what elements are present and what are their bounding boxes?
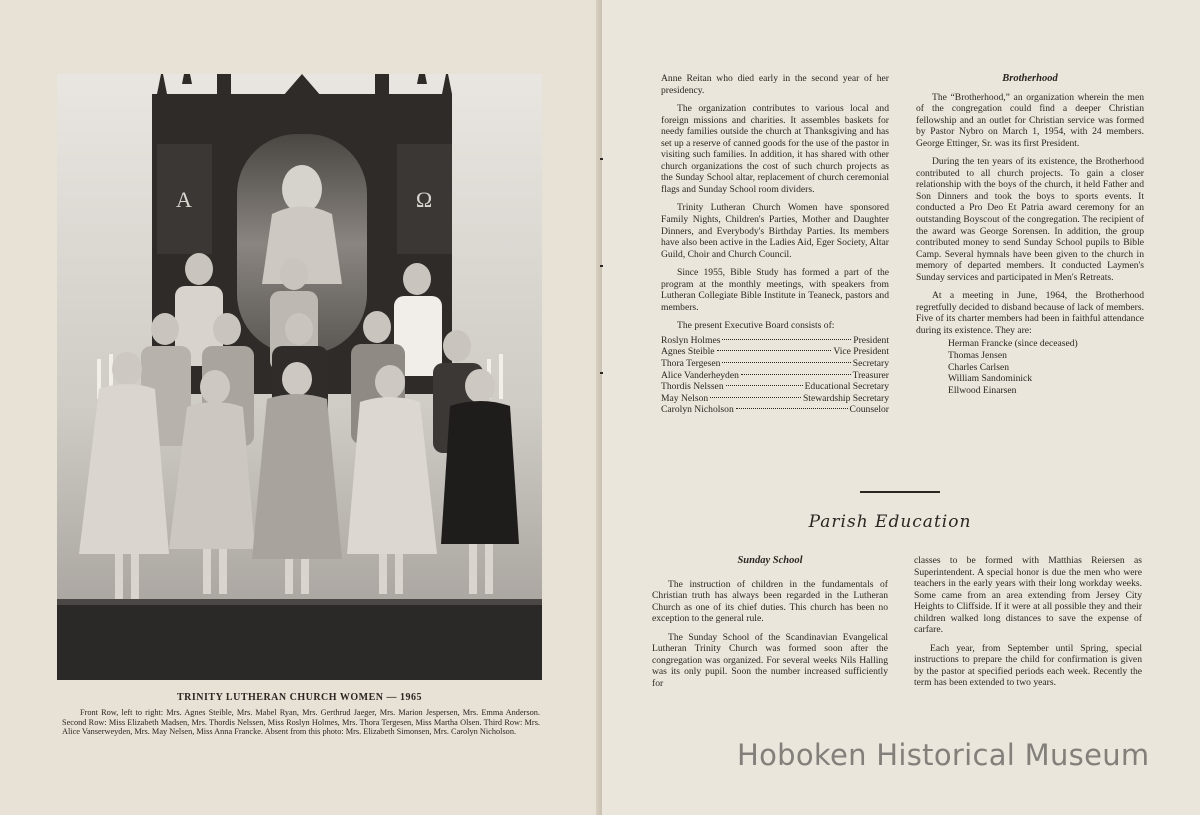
- member-name: Herman Francke (since deceased): [948, 338, 1078, 350]
- brotherhood-column: [916, 73, 1144, 396]
- paragraph: The Sunday School of the Scandinavian Evangelical Lutheran Trinity Church was formed soon after the congregation was organized. For several weeks Nils Halling was its only pupil. Soon the number increased sufficiently for: [652, 631, 888, 689]
- alpha-letter: A: [176, 187, 192, 212]
- section-divider: [860, 491, 940, 493]
- dot-leader: [741, 374, 851, 375]
- museum-watermark: Hoboken Historical Museum: [737, 738, 1150, 772]
- sunday-school-continued-column: [914, 555, 1142, 696]
- paragraph: classes to be formed with Matthias Reiersen as Superintendent. A special honor is due the men who were teachers in the early years with their long workday weeks. Some came from an area extending from Jersey City Heights to Cliffside. If it were at all possible they and their children walked long distances to save the expense of carfare.: [914, 555, 1142, 636]
- photo-caption-title: TRINITY LUTHERAN CHURCH WOMEN — 1965: [177, 692, 422, 703]
- charter-members-list: [948, 338, 1144, 396]
- group-photo: [57, 74, 542, 680]
- dot-leader: [717, 350, 832, 351]
- board-member-name: Roslyn Holmes: [661, 334, 721, 346]
- board-member-role: Secretary: [852, 358, 889, 370]
- board-member-role: President: [853, 334, 889, 346]
- board-member-name: Carolyn Nicholson: [661, 404, 734, 416]
- women-column: [661, 73, 889, 416]
- dot-leader: [726, 385, 803, 386]
- fold-tick: [600, 265, 603, 267]
- parish-education-title: Parish Education: [808, 512, 972, 532]
- brotherhood-heading: Brotherhood: [1002, 73, 1058, 84]
- paragraph: Anne Reitan who died early in the second year of her presidency.: [661, 73, 889, 96]
- board-member-name: Alice Vanderheyden: [661, 369, 739, 381]
- photo-caption-body: Front Row, left to right: Mrs. Agnes Steible, Mrs. Mabel Ryan, Mrs. Gerthrud Jaeger, Mrs. Marion Jespersen, Mrs. Emma Anderson. Second Row: Miss Elizabeth Madsen, Mrs. Thordis Nelssen, Miss Roslyn Holmes, Mrs. Thora Tergesen, Miss Martha Olsen. Third Row: Mrs. Alice Vanserweyden, Mrs. May Nelsen, Miss Anna Francke. Absent from this photo: Mrs. Elizabeth Simonsen, Mrs. Carolyn Nicholson.: [62, 708, 540, 737]
- board-member-role: Treasurer: [852, 369, 889, 381]
- paragraph: The present Executive Board consists of:: [677, 320, 835, 332]
- dot-leader: [736, 408, 848, 409]
- group-photo-illustration: [57, 74, 542, 680]
- board-member-role: Counselor: [849, 404, 889, 416]
- board-member-name: Agnes Steible: [661, 346, 715, 358]
- board-row: [661, 358, 889, 370]
- dot-leader: [722, 362, 850, 363]
- member-name: William Sandominick: [948, 373, 1033, 385]
- board-row: [661, 370, 889, 382]
- fold-tick: [600, 158, 603, 160]
- member-name: Charles Carlsen: [948, 361, 1010, 373]
- board-row: [661, 393, 889, 405]
- paragraph: Trinity Lutheran Church Women have sponsored Family Nights, Children's Parties, Mother and Daughter Dinners, and Everybody's Birthday Parties. Its members have also been active in the Ladies Aid, Eger Society, Altar Guild, Choir and Church Council.: [661, 202, 889, 260]
- sunday-school-heading: Sunday School: [737, 555, 803, 566]
- board-member-name: Thordis Nelssen: [661, 381, 724, 393]
- paragraph: Since 1955, Bible Study has formed a part of the program at the monthly meetings, with speakers from Lutheran Collegiate Bible Institute in Teaneck, pastors and members.: [661, 267, 889, 313]
- dot-leader: [722, 339, 851, 340]
- member-name: Thomas Jensen: [948, 350, 1007, 362]
- paragraph: Each year, from September until Spring, special instructions to prepare the child for confirmation is given by the pastor at specified periods each week. Recently the term has been extended to two years.: [914, 642, 1142, 689]
- sunday-school-column: [652, 555, 888, 696]
- dot-leader: [710, 397, 801, 398]
- board-row: [661, 381, 889, 393]
- board-member-role: Stewardship Secretary: [802, 392, 889, 404]
- photo-caption-text: [62, 708, 540, 737]
- fold-tick: [600, 372, 603, 374]
- board-member-name: May Nelson: [661, 392, 709, 404]
- board-row: [661, 346, 889, 358]
- paragraph: The “Brotherhood,” an organization wherein the men of the congregation could find a deeper Christian fellowship and an outlet for Christian service was formed by Pastor Nybro on March 1, 1954, with 24 members. George Ettinger, Sr. was its first President.: [916, 91, 1144, 149]
- omega-letter: Ω: [415, 187, 433, 212]
- paragraph: During the ten years of its existence, the Brotherhood contributed to all church projects. To gain a closer relationship with the boys of the church, it held Father and Son Dinners and took the boys to sports events. It conducted a Pro Deo Et Patria award ceremony for an outstanding Boyscout of the congregation. The recipient of the award was George Sorensen. In addition, the group contributed money to send Sunday School pupils to Bible Camp. Several hymnals have been given to the church in memory of departed members. It conducted Laymen's Sunday services and participated in Men's Retreats.: [916, 156, 1144, 283]
- board-row: [661, 404, 889, 416]
- paragraph: At a meeting in June, 1964, the Brotherhood regretfully decided to disband because of lack of members. Five of its charter members had been in faithful attendance during its existence. They are:: [916, 290, 1144, 336]
- paragraph: The instruction of children in the fundamentals of Christian truth has always been regarded in the Lutheran Church as one of its chief duties. This church has been no exception to the general rule.: [652, 578, 888, 625]
- board-member-role: Educational Secretary: [804, 381, 889, 393]
- board-member-name: Thora Tergesen: [661, 358, 721, 370]
- member-name: Ellwood Einarsen: [948, 384, 1017, 396]
- paragraph: The organization contributes to various local and foreign missions and charities. It assembles baskets for needy families outside the church at Thanksgiving and has set up a reserve of canned goods for the use of the pastor in visiting such families. In addition, it has shared with other church organizations the cost of such church projects as the Sunday School altar, replacement of church ceremonial flags and Sunday School room dividers.: [661, 103, 889, 195]
- executive-board-list: [661, 335, 889, 416]
- board-row: [661, 335, 889, 347]
- board-member-role: Vice President: [833, 346, 889, 358]
